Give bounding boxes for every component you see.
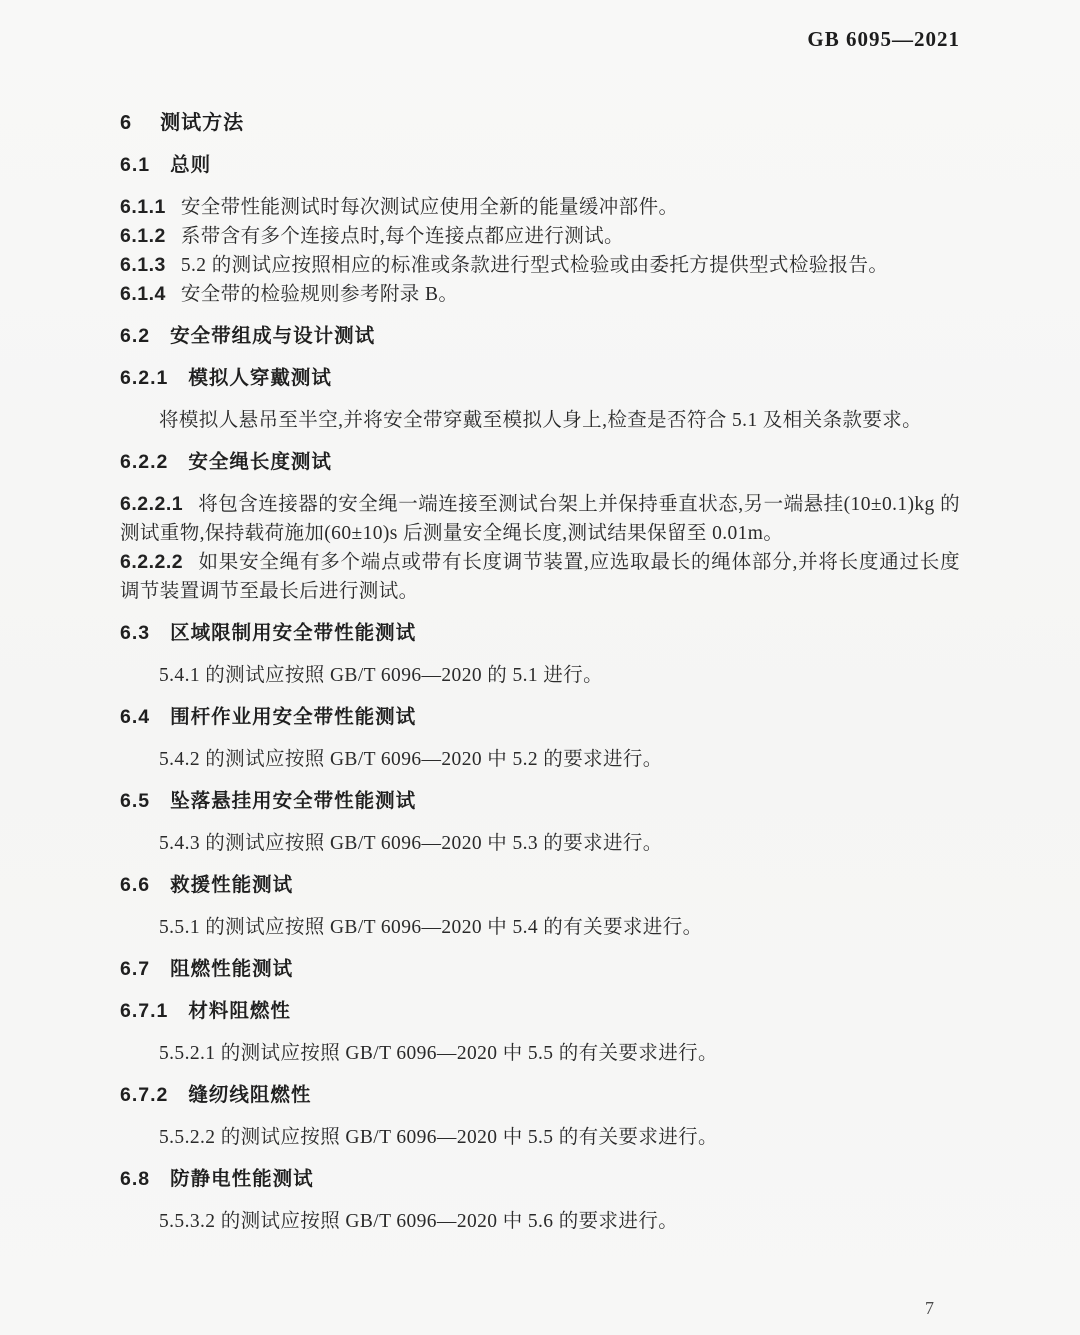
heading-title: 防静电性能测试 <box>170 1168 314 1190</box>
body-text: 5.5.3.2 的测试应按照 GB/T 6096—2020 中 5.6 的要求进行。 <box>159 1211 679 1232</box>
heading-number: 6.2.2 <box>120 451 169 473</box>
heading-number: 6.7.1 <box>120 1000 169 1022</box>
subsection-6.2.1 <box>120 364 960 393</box>
heading-number: 6.5 <box>120 790 151 812</box>
para <box>120 829 960 858</box>
para <box>120 913 960 942</box>
body-text: 安全带性能测试时每次测试应使用全新的能量缓冲部件。 <box>180 197 679 218</box>
section-6.8 <box>120 1165 960 1194</box>
heading-title: 安全绳长度测试 <box>188 451 332 473</box>
body-text: 如果安全绳有多个端点或带有长度调节装置,应选取最长的绳体部分,并将长度通过长度调节装置调节至最长后进行测试。 <box>120 552 960 602</box>
heading-number: 6 <box>120 112 133 134</box>
heading-title: 总则 <box>170 154 212 176</box>
heading-number: 6.4 <box>120 706 151 728</box>
body-text: 将模拟人悬吊至半空,并将安全带穿戴至模拟人身上,检查是否符合 5.1 及相关条款要求。 <box>159 410 923 431</box>
section-6.5 <box>120 787 960 816</box>
clause-number: 6.1.2 <box>120 225 166 247</box>
heading-number: 6.2 <box>120 325 151 347</box>
section-6.7 <box>120 955 960 984</box>
heading-title: 模拟人穿戴测试 <box>188 367 332 389</box>
clause-number: 6.1.4 <box>120 283 166 305</box>
section-6.1 <box>120 151 960 180</box>
chapter-6 <box>120 109 960 138</box>
subsection-6.7.1 <box>120 997 960 1026</box>
heading-number: 6.1 <box>120 154 151 176</box>
heading-number: 6.6 <box>120 874 151 896</box>
subsection-6.7.2 <box>120 1081 960 1110</box>
para <box>120 745 960 774</box>
heading-title: 安全带组成与设计测试 <box>170 325 376 347</box>
clause-6.1.1 <box>120 193 960 222</box>
clause-number: 6.1.3 <box>120 254 166 276</box>
page-header <box>0 0 1080 57</box>
heading-number: 6.2.1 <box>120 367 169 389</box>
body-text: 系带含有多个连接点时,每个连接点都应进行测试。 <box>180 226 624 247</box>
heading-title: 围杆作业用安全带性能测试 <box>170 706 417 728</box>
document-body <box>0 109 1080 1236</box>
body-text: 5.5.1 的测试应按照 GB/T 6096—2020 中 5.4 的有关要求进行。 <box>159 917 703 938</box>
para <box>120 406 960 435</box>
body-text: 5.4.2 的测试应按照 GB/T 6096—2020 中 5.2 的要求进行。 <box>159 749 663 770</box>
heading-title: 材料阻燃性 <box>188 1000 291 1022</box>
heading-title: 阻燃性能测试 <box>170 958 294 980</box>
section-6.6 <box>120 871 960 900</box>
subsection-6.2.2 <box>120 448 960 477</box>
heading-title: 坠落悬挂用安全带性能测试 <box>170 790 417 812</box>
clause-number: 6.2.2.2 <box>120 551 184 573</box>
body-text: 5.5.2.1 的测试应按照 GB/T 6096—2020 中 5.5 的有关要求进行。 <box>159 1043 718 1064</box>
body-text: 安全带的检验规则参考附录 B。 <box>180 284 459 305</box>
page-footer <box>925 1298 934 1319</box>
heading-number: 6.7.2 <box>120 1084 169 1106</box>
clause-6.1.4 <box>120 280 960 309</box>
heading-title: 缝纫线阻燃性 <box>188 1084 312 1106</box>
body-text: 5.4.3 的测试应按照 GB/T 6096—2020 中 5.3 的要求进行。 <box>159 833 663 854</box>
standard-number: GB 6095—2021 <box>807 27 960 51</box>
heading-number: 6.8 <box>120 1168 151 1190</box>
section-6.2 <box>120 322 960 351</box>
body-text: 将包含连接器的安全绳一端连接至测试台架上并保持垂直状态,另一端悬挂(10±0.1)kg 的测试重物,保持载荷施加(60±10)s 后测量安全绳长度,测试结果保留至 0.01m。 <box>120 494 960 544</box>
clause-6.1.3 <box>120 251 960 280</box>
para <box>120 1039 960 1068</box>
para <box>120 1123 960 1152</box>
heading-title: 救援性能测试 <box>170 874 294 896</box>
body-text: 5.4.1 的测试应按照 GB/T 6096—2020 的 5.1 进行。 <box>159 665 603 686</box>
clause-number: 6.1.1 <box>120 196 166 218</box>
para <box>120 661 960 690</box>
heading-title: 测试方法 <box>160 112 245 134</box>
clause-6.1.2 <box>120 222 960 251</box>
section-6.3 <box>120 619 960 648</box>
heading-title: 区域限制用安全带性能测试 <box>170 622 417 644</box>
heading-number: 6.7 <box>120 958 151 980</box>
body-text: 5.5.2.2 的测试应按照 GB/T 6096—2020 中 5.5 的有关要求进行。 <box>159 1127 718 1148</box>
clause-6.2.2.2 <box>120 548 960 606</box>
section-6.4 <box>120 703 960 732</box>
clause-6.2.2.1 <box>120 490 960 548</box>
para <box>120 1207 960 1236</box>
body-text: 5.2 的测试应按照相应的标准或条款进行型式检验或由委托方提供型式检验报告。 <box>180 255 889 276</box>
clause-number: 6.2.2.1 <box>120 493 184 515</box>
heading-number: 6.3 <box>120 622 151 644</box>
page-number: 7 <box>925 1298 934 1318</box>
